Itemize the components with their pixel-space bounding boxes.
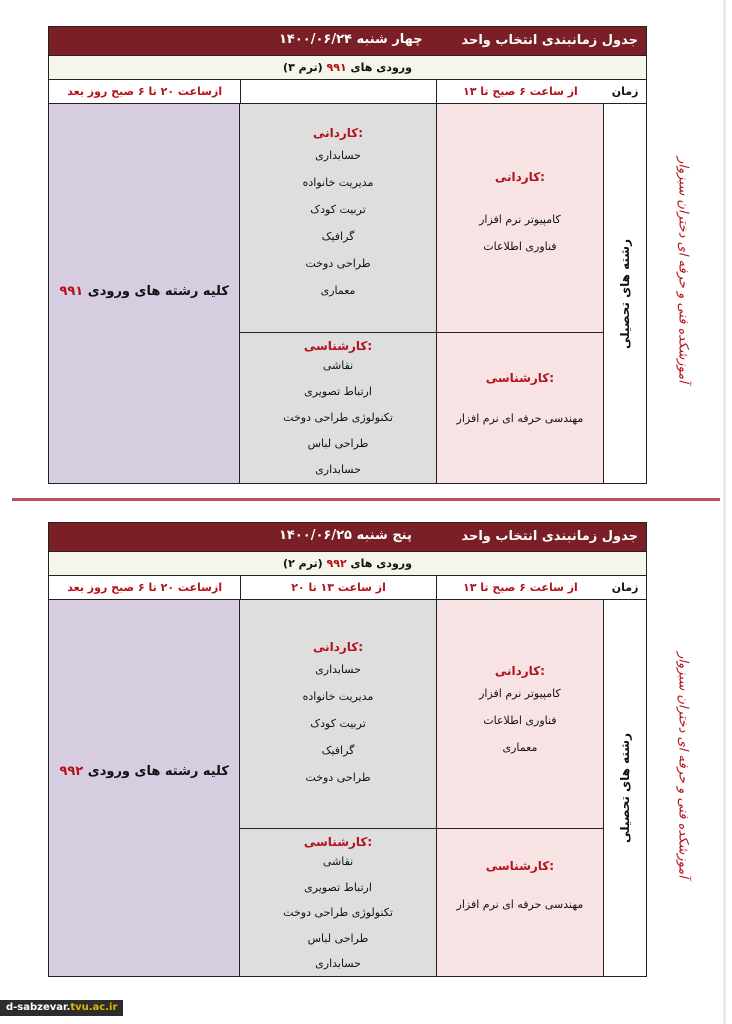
cohort-code: ۹۹۱ (326, 61, 347, 74)
col-time: زمان (611, 581, 639, 594)
list-item: گرافیک (321, 230, 355, 243)
karshenasi-heading: کارشناسی: (303, 339, 373, 353)
afternoon-karshenasi-cell (240, 828, 435, 976)
watermark-1 (668, 157, 698, 383)
morning-column (436, 104, 604, 483)
lane-label: رشته های تحصیلی (618, 733, 633, 843)
list-item: طراحی دوخت (305, 257, 371, 270)
all-fields-text: کلیه رشته های ورودی (87, 284, 229, 299)
cohort-prefix: ورودی های (350, 557, 412, 570)
col-afternoon: از ساعت ۱۳ تا ۲۰ (240, 576, 435, 599)
watermark-text: آموزشکده فنی و حرفه ای دختران سبزوار (675, 652, 691, 878)
list-item: حسابداری (315, 663, 361, 676)
morning-karshenasi-cell (437, 828, 603, 976)
all-fields-cohort: ۹۹۱ (59, 284, 84, 299)
cohort-term: (ترم ۲) (283, 557, 323, 570)
morning-karshenasi-cell (437, 332, 603, 483)
kardani-heading: کاردانی: (312, 126, 364, 140)
afternoon-column (240, 104, 435, 483)
col-afternoon (240, 80, 435, 103)
morning-kardani-cell (437, 104, 603, 332)
watermark-text: آموزشکده فنی و حرفه ای دختران سبزوار (675, 157, 691, 383)
afternoon-kardani-cell (240, 104, 435, 332)
list-item: فناوری اطلاعات (483, 714, 557, 727)
site-url-badge (0, 1000, 123, 1016)
time-columns-row (49, 575, 646, 599)
afternoon-karshenasi-cell (240, 332, 435, 483)
list-item: ارتباط تصویری (304, 385, 372, 398)
lane-label: رشته های تحصیلی (618, 238, 633, 349)
lane-label-cell (604, 104, 646, 483)
watermark-2 (668, 652, 698, 878)
col-morning: از ساعت ۶ صبح تا ۱۳ (436, 576, 604, 599)
cohort-prefix: ورودی های (350, 61, 412, 74)
list-item: گرافیک (321, 744, 355, 757)
morning-kardani-cell (437, 600, 603, 828)
col-time: زمان (611, 85, 639, 98)
schedule-table-1 (48, 26, 647, 484)
list-item: تکنولوژی طراحی دوخت (283, 906, 393, 919)
col-night: ازساعت ۲۰ تا ۶ صبح روز بعد (67, 581, 223, 594)
cohort-row (49, 551, 646, 575)
night-column (49, 104, 240, 483)
list-item: معماری (502, 741, 538, 754)
table-header (49, 523, 646, 551)
table-body (49, 599, 646, 976)
list-item: تربیت کودک (310, 717, 366, 730)
list-item: کامپیوتر نرم افزار (479, 687, 561, 700)
list-item: کامپیوتر نرم افزار (479, 213, 561, 226)
all-fields-label (49, 284, 239, 299)
list-item: حسابداری (315, 957, 361, 970)
list-item: حسابداری (315, 149, 361, 162)
list-item: تربیت کودک (310, 203, 366, 216)
list-item: تکنولوژی طراحی دوخت (283, 411, 393, 424)
schedule-table-2 (48, 522, 647, 977)
section-divider (12, 498, 720, 501)
col-morning: از ساعت ۶ صبح تا ۱۳ (436, 80, 604, 103)
list-item: طراحی دوخت (305, 771, 371, 784)
kardani-heading: کاردانی: (312, 640, 364, 654)
table-date: پنج شنبه ۱۴۰۰/۰۶/۲۵ (279, 528, 412, 543)
list-item: مدیریت خانواده (302, 690, 374, 703)
karshenasi-heading: کارشناسی: (485, 371, 555, 385)
list-item: معماری (320, 284, 356, 297)
afternoon-kardani-cell (240, 600, 435, 828)
table-header (49, 27, 646, 55)
table-date: چهار شنبه ۱۴۰۰/۰۶/۲۴ (279, 32, 423, 47)
list-item: نقاشی (322, 855, 354, 868)
table-body (49, 103, 646, 483)
list-item: حسابداری (315, 463, 361, 476)
site-url-domain: tvu.ac.ir (70, 1002, 118, 1013)
all-fields-cohort: ۹۹۲ (59, 764, 84, 779)
list-item: طراحی لباس (307, 437, 369, 450)
list-item: مهندسی حرفه ای نرم افزار (456, 412, 584, 425)
list-item: نقاشی (322, 359, 354, 372)
afternoon-column (240, 600, 435, 976)
cohort-code: ۹۹۲ (326, 557, 347, 570)
list-item: فناوری اطلاعات (483, 240, 557, 253)
all-fields-label (49, 764, 239, 779)
cohort-term: (ترم ۳) (283, 61, 323, 74)
morning-column (436, 600, 604, 976)
all-fields-text: کلیه رشته های ورودی (87, 764, 229, 779)
karshenasi-heading: کارشناسی: (485, 859, 555, 873)
kardani-heading: کاردانی: (494, 170, 545, 184)
lane-label-cell (604, 600, 646, 976)
page-edge (723, 0, 726, 1024)
table-title: جدول زمانبندی انتخاب واحد (461, 529, 638, 544)
time-columns-row (49, 79, 646, 103)
site-url-prefix: d-sabzevar. (6, 1002, 71, 1013)
night-column (49, 600, 240, 976)
col-night: ازساعت ۲۰ تا ۶ صبح روز بعد (67, 85, 223, 98)
list-item: ارتباط تصویری (304, 880, 372, 894)
table-title: جدول زمانبندی انتخاب واحد (461, 33, 638, 48)
list-item: طراحی لباس (307, 931, 369, 945)
kardani-heading: کاردانی: (494, 664, 545, 678)
list-item: مدیریت خانواده (302, 176, 374, 189)
list-item: مهندسی حرفه ای نرم افزار (456, 898, 584, 911)
karshenasi-heading: کارشناسی: (303, 835, 373, 849)
cohort-row (49, 55, 646, 79)
